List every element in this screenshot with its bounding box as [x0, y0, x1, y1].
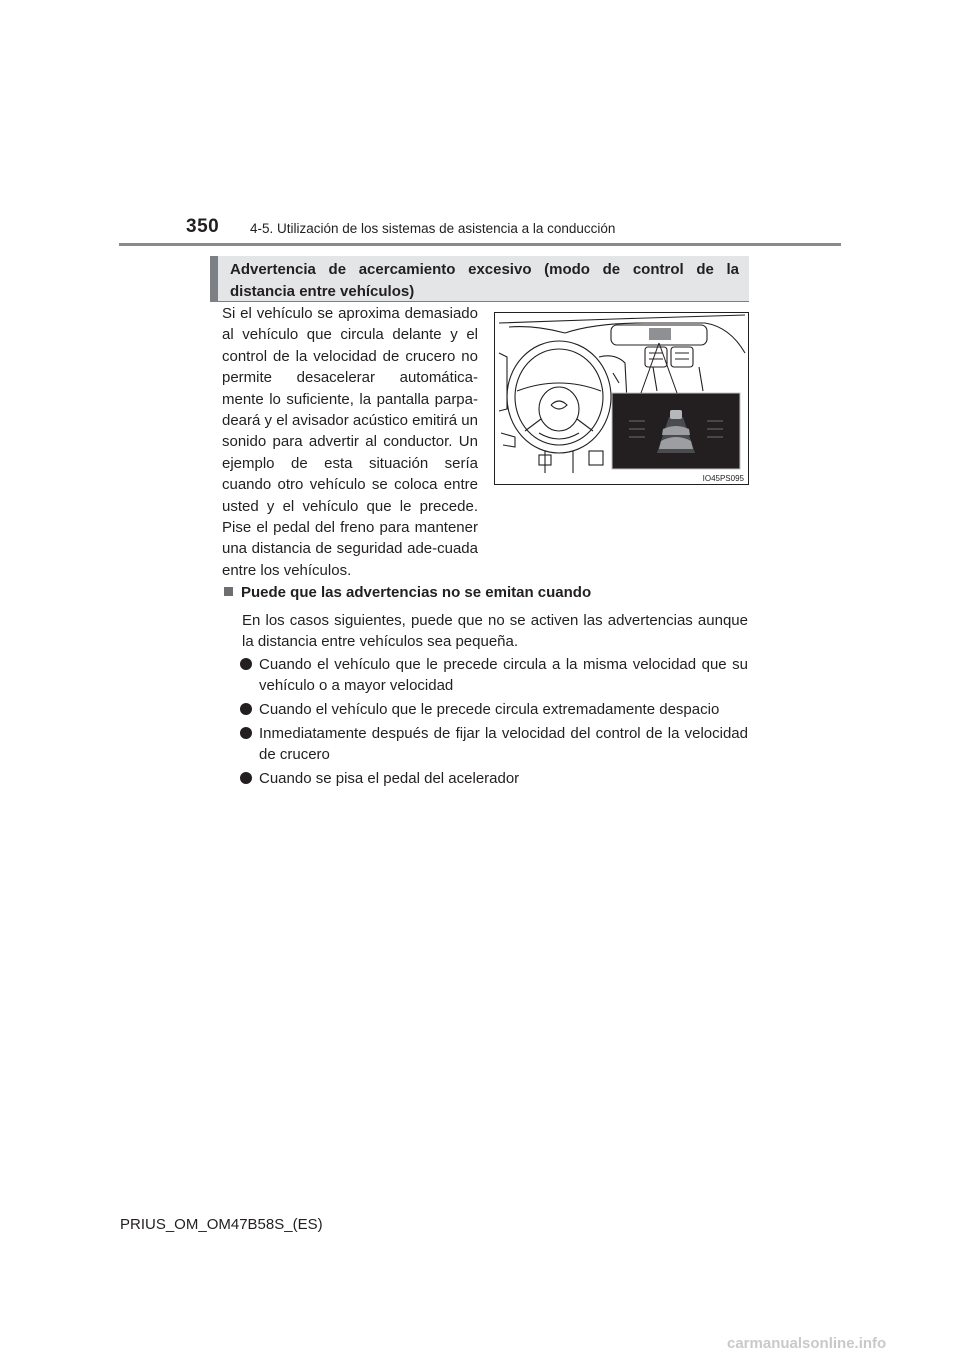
bullet-dot-icon: [240, 658, 252, 670]
section-title: 4-5. Utilización de los sistemas de asistencia a la conducción: [250, 221, 616, 236]
page-number: 350: [186, 216, 220, 237]
footer-code: PRIUS_OM_OM47B58S_(ES): [120, 1216, 323, 1233]
list-item: [240, 723, 748, 765]
figure-code: IO45PS095: [702, 474, 744, 483]
subsection-paragraph: En los casos siguientes, puede que no se activen las advertencias aunque la distancia entre vehículos sea pequeña.: [242, 612, 748, 650]
intro-paragraph: Si el vehículo se aproxima demasiado al vehículo que circula delante y el control de la velocidad de crucero no permite desacelerar automática-mente lo suficiente, la pantalla parpa-deará y el avisador acústico emitirá un sonido para advertir al conductor. Un ejemplo de esta situación sería cuando otro vehículo se coloca entre usted y el vehículo que le precede. Pise el pedal del freno para mantener una distancia de seguridad ade-cuada entre los vehículos.: [222, 305, 478, 579]
subsection-heading: [224, 584, 591, 601]
list-item-text: Inmediatamente después de fijar la velocidad del control de la velocidad de crucero: [259, 725, 748, 763]
list-item-text: Cuando se pisa el pedal del acelerador: [259, 770, 520, 787]
watermark: carmanualsonline.info: [727, 1335, 887, 1352]
list-item: [240, 654, 748, 696]
dashboard-illustration: [494, 312, 749, 485]
list-item-text: Cuando el vehículo que le precede circula a la misma velocidad que su vehículo o a mayor velocidad: [259, 656, 748, 694]
bullet-dot-icon: [240, 772, 252, 784]
bullet-dot-icon: [240, 703, 252, 715]
header-rule: [119, 243, 841, 246]
section-heading: Advertencia de acercamiento excesivo (modo de control de la distancia entre vehículos): [210, 256, 749, 302]
square-bullet-icon: [224, 587, 233, 596]
list-item-text: Cuando el vehículo que le precede circula extremadamente despacio: [259, 701, 720, 718]
list-item: [240, 699, 748, 720]
bullet-dot-icon: [240, 727, 252, 739]
subsection-title: Puede que las advertencias no se emitan cuando: [241, 584, 592, 601]
dashboard-drawing: [495, 313, 749, 485]
bullet-list: [240, 654, 748, 792]
list-item: [240, 768, 748, 789]
